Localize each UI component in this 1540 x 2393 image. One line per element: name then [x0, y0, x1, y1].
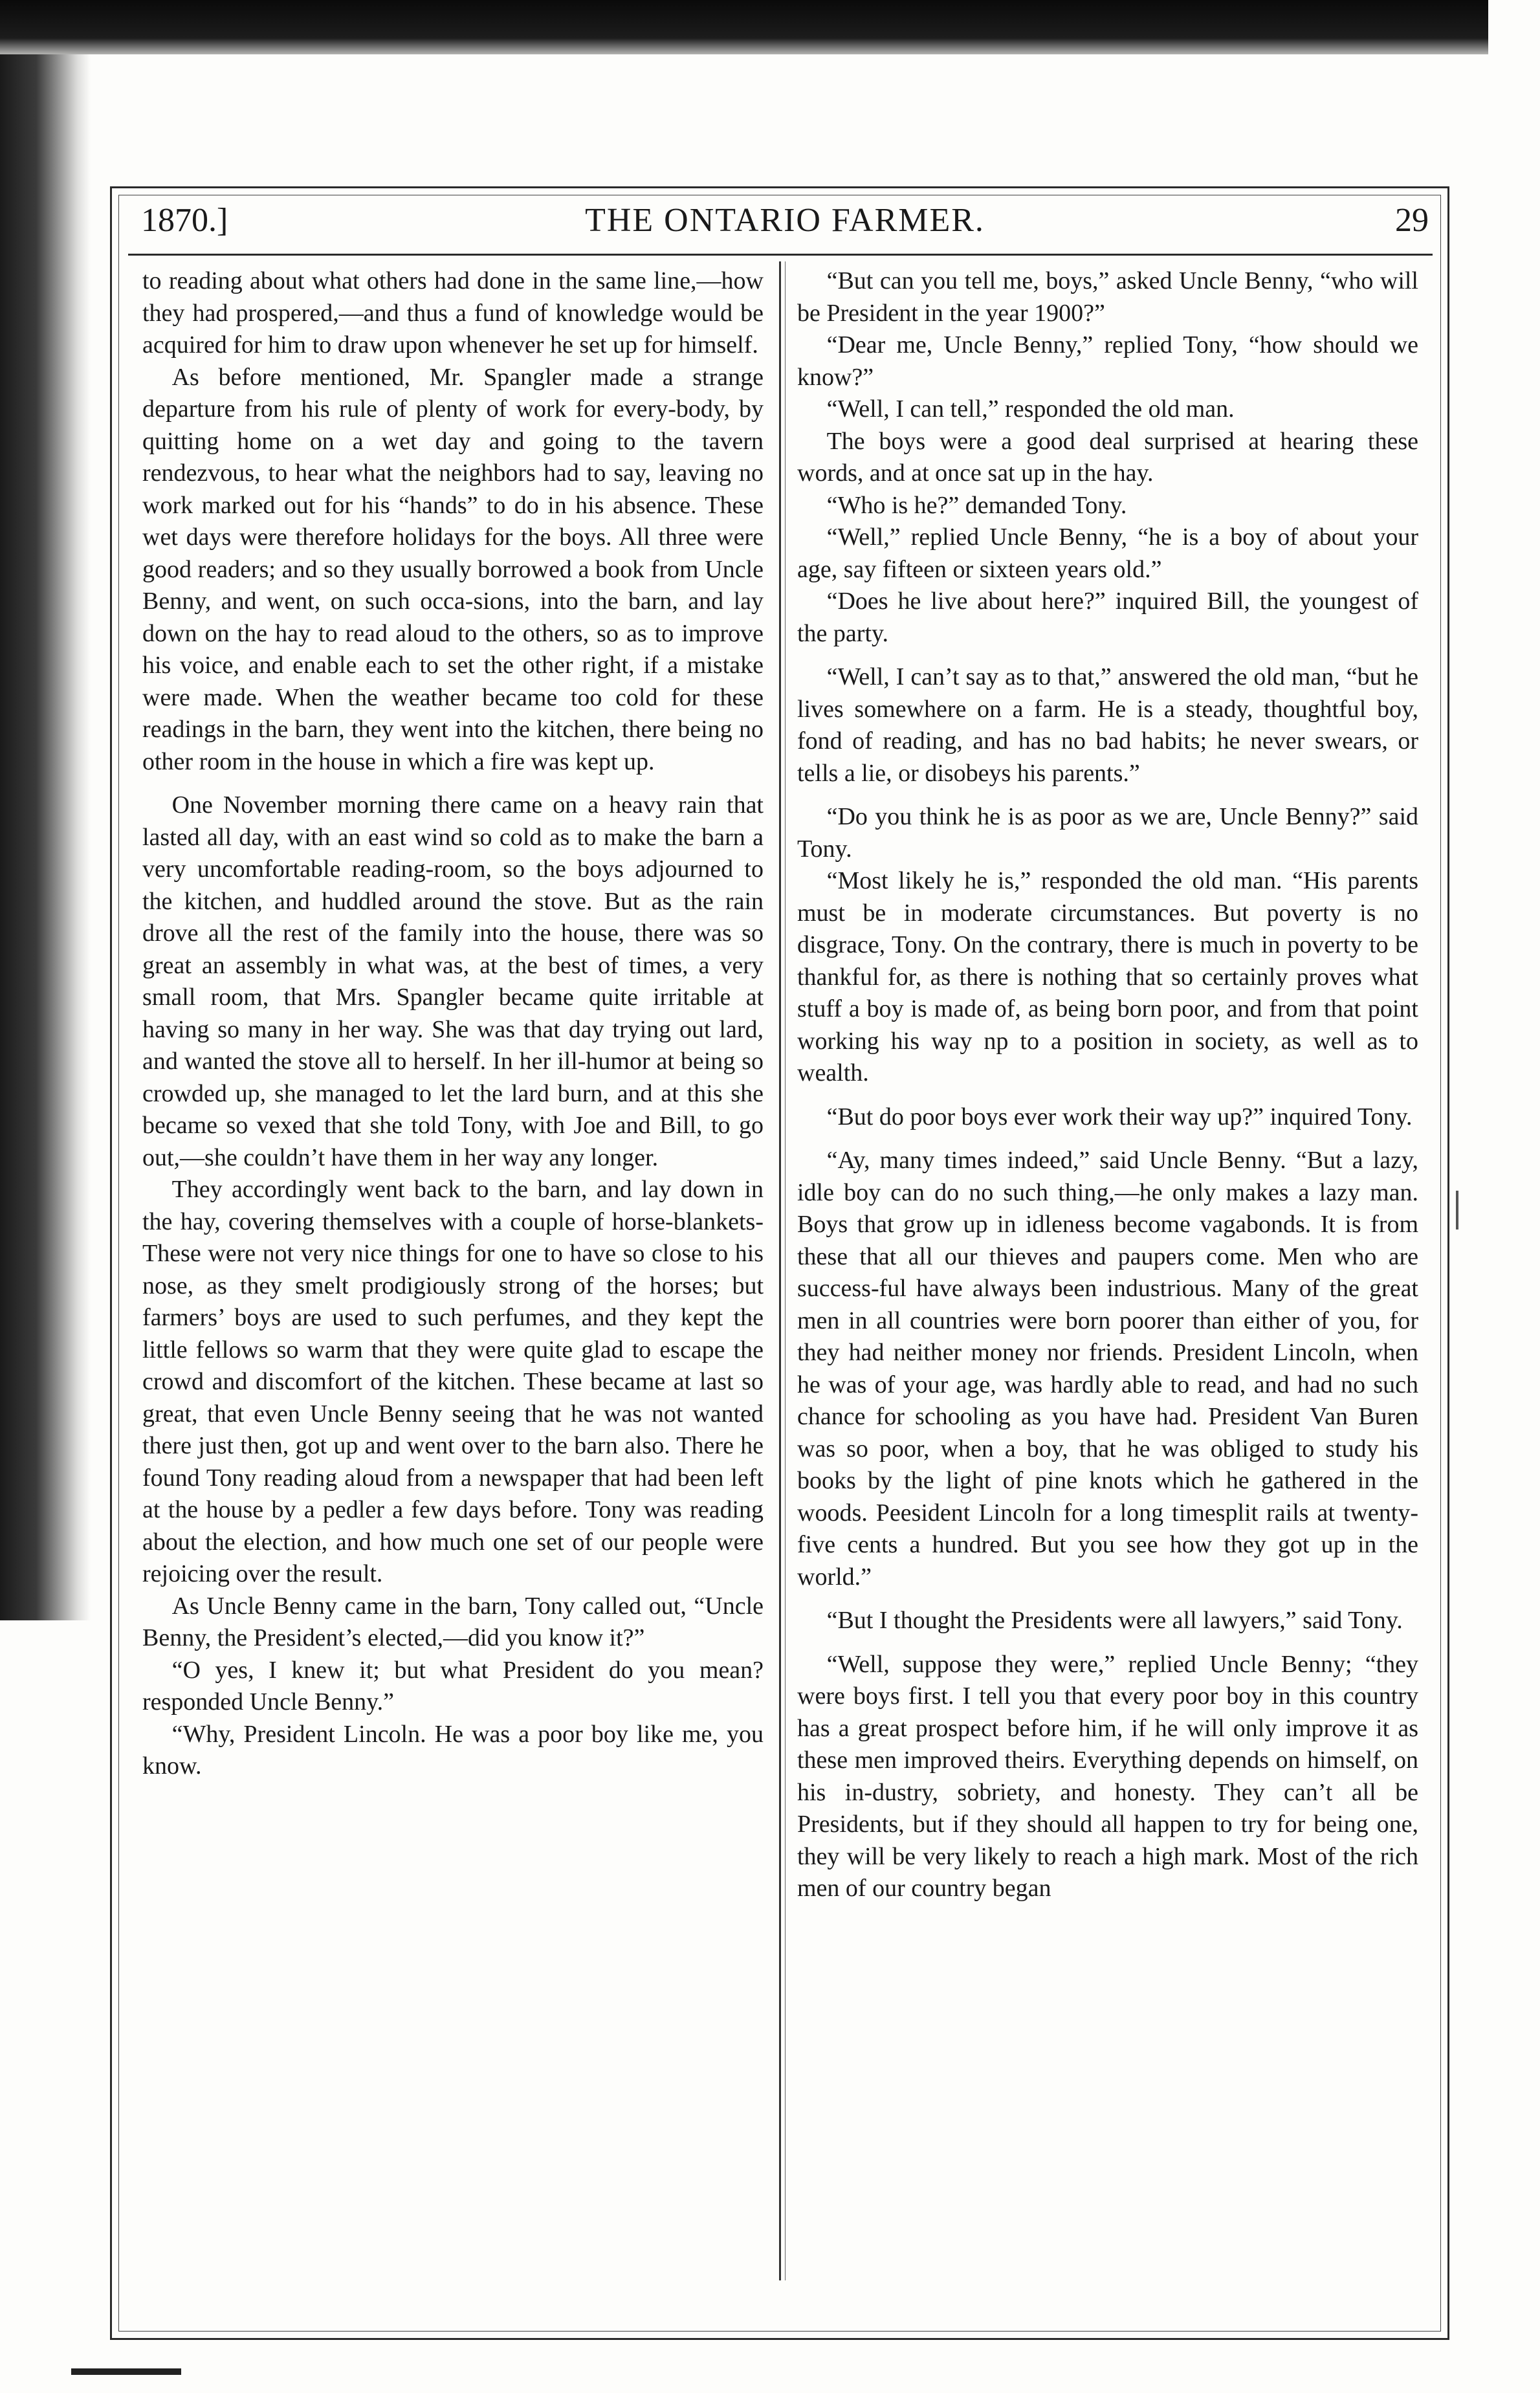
right-column [797, 265, 1418, 2330]
paragraph: “Does he live about here?” inquired Bill, the youngest of the party. [797, 588, 1418, 647]
running-header [141, 194, 1429, 247]
paragraph: “Most likely he is,” responded the old man. “His parents must be in moderate circumstances. But poverty is no disgrace, Tony. On the contrary, there is much in poverty to be thankful for, as there is nothing that so certainly proves what stuff a boy is made of, as being born poor, and from that point working his way np to a position in society, as well as to wealth. [797, 867, 1418, 1086]
header-rule [128, 254, 1433, 256]
scan-mark-right [1456, 1191, 1458, 1230]
publication-title: THE ONTARIO FARMER. [585, 202, 985, 239]
header-date: 1870.] [141, 202, 228, 239]
column-divider [779, 261, 781, 2280]
paragraph: “Well, I can tell,” responded the old man. [826, 395, 1235, 423]
paragraph: “But I thought the Presidents were all lawyers,” said Tony. [826, 1607, 1403, 1634]
left-column [142, 265, 764, 2330]
paragraph: They accordingly went back to the barn, and lay down in the hay, covering themselves with a couple of horse-blankets- These were not very nice things for one to have so close to his nose, as they smelt prodigiously strong of the horses; but farmers’ boys are used to such perfumes, and they kept the little fellows so warm that they were quite glad to escape the crowd and discomfort of the kitchen. These became at last so great, that even Uncle Benny seeing that he was not wanted there just then, got up and went over to the barn also. There he found Tony reading aloud from a newspaper that had been left at the house by a pedler a few days before. Tony was reading about the election, and how much one set of our people were rejoicing over the result. [142, 1176, 764, 1587]
paragraph: “Do you think he is as poor as we are, Uncle Benny?” said Tony. [797, 803, 1418, 863]
paragraph: “O yes, I knew it; but what President do you mean? responded Uncle Benny.” [142, 1656, 764, 1715]
paragraph: “But can you tell me, boys,” asked Uncle Benny, “who will be President in the year 1900?” [797, 267, 1418, 327]
paragraph: “Why, President Lincoln. He was a poor boy like me, you know. [142, 1720, 764, 1780]
paragraph: “Who is he?” demanded Tony. [826, 491, 1127, 519]
paragraph: “Well,” replied Uncle Benny, “he is a boy of about your age, say fifteen or sixteen years old.” [797, 524, 1418, 583]
page-number: 29 [1395, 202, 1429, 239]
scan-edge-left [0, 54, 91, 1620]
paragraph: As before mentioned, Mr. Spangler made a strange departure from his rule of plenty of work for every-body, by quitting home on a wet day and going to the tavern rendezvous, to hear what the neighbors had to say, leaving no work marked out for his “hands” to do in his absence. These wet days were therefore holidays for the boys. All three were good readers; and so they usually borrowed a book from Uncle Benny, and went, on such occa-sions, into the barn, and lay down on the hay to read aloud to the others, so as to improve his voice, and enable each to set the other right, if a mistake were made. When the weather became too cold for these readings in the barn, they went into the kitchen, there being no other room in the house in which a fire was kept up. [142, 363, 764, 775]
paragraph: to reading about what others had done in the same line,—how they had prospered,—and thus a fund of knowledge would be acquired for him to draw upon whenever he set up for himself. [142, 267, 764, 358]
paragraph: The boys were a good deal surprised at hearing these words, and at once sat up in the hay. [797, 427, 1418, 487]
paragraph: One November morning there came on a heavy rain that lasted all day, with an east wind so cold as to make the barn a very uncomfortable reading-room, so the boys adjourned to the kitchen, and huddled around the stove. But as the rain drove all the rest of the family into the house, there was so great an assembly in what was, at the best of times, a very small room, that Mrs. Spangler became quite irritable at having so many in her way. She was that day trying out lard, and wanted the stove all to herself. In her ill-humor at being so crowded up, she managed to let the lard burn, and at this she became so vexed that she told Tony, with Joe and Bill, to go out,—she couldn’t have them in her way any longer. [142, 791, 764, 1171]
paragraph: “Well, I can’t say as to that,” answered the old man, “but he lives somewhere on a farm. He is a steady, thoughtful boy, fond of reading, and has no bad habits; he never swears, or tells a lie, or disobeys his parents.” [797, 663, 1418, 787]
paragraph: “Ay, many times indeed,” said Uncle Benny. “But a lazy, idle boy can do no such thing,—he only makes a lazy man. Boys that grow up in idleness become vagabonds. It is from these that all our thieves and paupers come. Men who are success-ful have always been industrious. Many of the great men in all countries were born poorer than either of you, for they had neither money nor friends. President Lincoln, when he was of your age, was hardly able to read, and had no such chance for schooling as you have had. President Van Buren was so poor, when a boy, that he was obliged to study his books by the light of pine knots which he gathered in the woods. Peesident Lincoln for a long timesplit rails at twenty-five cents a hundred. But you see how they got up in the world.” [797, 1147, 1418, 1591]
scan-mark-bottom [71, 2368, 181, 2375]
paragraph: As Uncle Benny came in the barn, Tony called out, “Uncle Benny, the President’s elected,—did you know it?” [142, 1592, 764, 1651]
paragraph: “Well, suppose they were,” replied Uncle Benny; “they were boys first. I tell you that every poor boy in this country has a great prospect before him, if he will only improve it as these men improved theirs. Everything depends on himself, on his in-dustry, sobriety, and honesty. They can’t all be Presidents, but if they should all happen to try for being one, they will be very likely to reach a high mark. Most of the rich men of our country began [797, 1650, 1418, 1902]
paragraph: “But do poor boys ever work their way up?” inquired Tony. [826, 1103, 1413, 1130]
column-divider-thin [785, 261, 786, 2280]
paragraph: “Dear me, Uncle Benny,” replied Tony, “how should we know?” [797, 331, 1418, 391]
scan-edge-top [0, 0, 1488, 54]
